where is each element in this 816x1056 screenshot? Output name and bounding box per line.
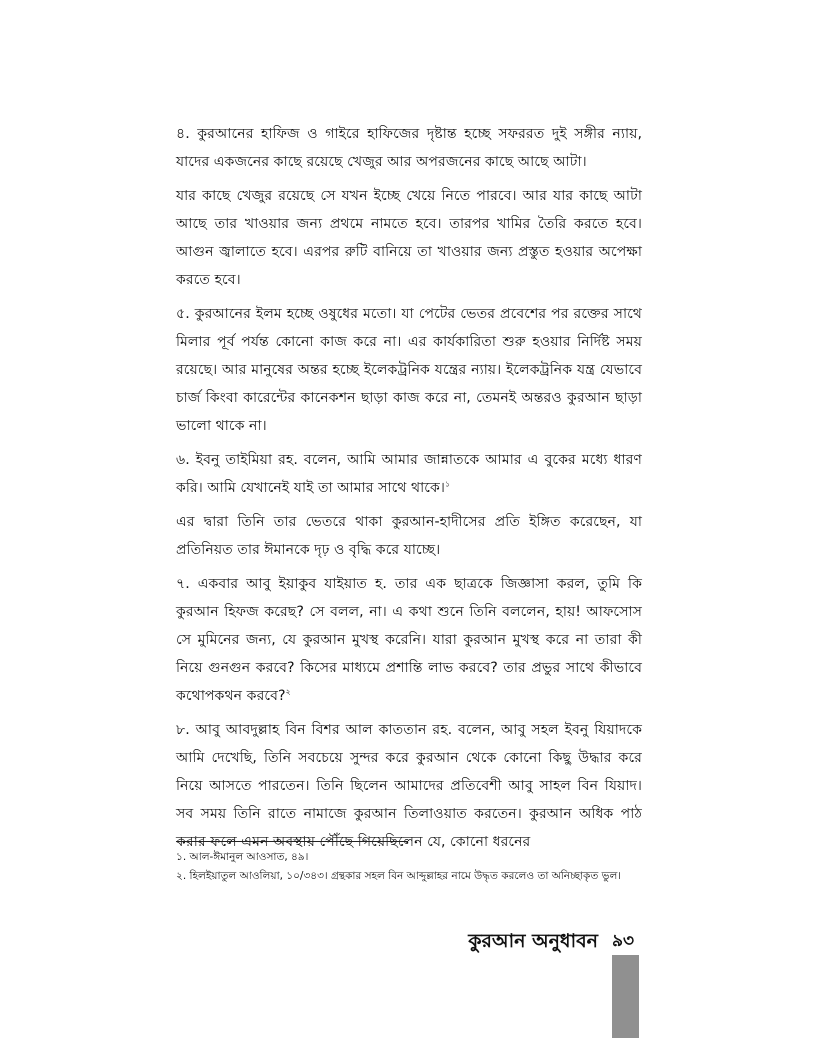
page-edge-bar (612, 955, 639, 1038)
running-footer-title: কুরআন অনুধাবন (468, 930, 598, 952)
paragraph-text: এর দ্বারা তিনি তার ভেতরে থাকা কুরআন-হাদীসের প্রতি ইঙ্গিত করেছেন, যা প্রতিনিয়ত তার ঈমানকে দৃঢ় ও বৃদ্ধি করে যাচ্ছে। (176, 514, 642, 558)
paragraph-text: ৮. আবু আবদুল্লাহ বিন বিশর আল কাততান রহ. বলেন, আবু সহল ইবনু যিয়াদকে আমি দেখেছি, তিনি সবচেয়ে সুন্দর করে কুরআন থেকে কোনো কিছু উদ্ধার করে নিয়ে আসতে পারতেন। তিনি ছিলেন আমাদের প্রতিবেশী আবু সাহল বিন যিয়াদ। সব সময় তিনি রাতে নামাজে কুরআন তিলাওয়াত করতেন। কুরআন অধিক পাঠ করার ফলে এমন অবস্থায় পৌঁছে গিয়েছিলেন যে, কোনো ধরনের (176, 722, 642, 850)
paragraph (176, 300, 642, 440)
page-body (176, 120, 642, 862)
paragraph (176, 120, 642, 176)
paragraph (176, 716, 642, 856)
paragraph-text: ৪. কুরআনের হাফিজ ও গাইরে হাফিজের দৃষ্টান্ত হচ্ছে সফররত দুই সঙ্গীর ন্যায়, যাদের একজনের কাছে রয়েছে খেজুর আর অপরজনের কাছে আছে আটা। (176, 126, 642, 170)
footnote: ১. আল-ঈমানুল আওসাত, ৪৯। (176, 851, 309, 863)
footnote-ref[interactable]: ২ (285, 687, 291, 697)
paragraph-text: ৫. কুরআনের ইলম হচ্ছে ওষুধের মতো। যা পেটের ভেতর প্রবেশের পর রক্তের সাথে মিলার পূর্ব পর্যন্ত কোনো কাজ করে না। এর কার্যকারিতা শুরু হওয়ার নির্দিষ্ট সময় রয়েছে। আর মানুষের অন্তর হচ্ছে ইলেকট্রনিক যন্ত্রের ন্যায়। ইলেকট্রনিক যন্ত্র যেভাবে চার্জ কিংবা কারেন্টের কানেকশন ছাড়া কাজ করে না, তেমনই অন্তরও কুরআন ছাড়া ভালো থাকে না। (176, 306, 642, 434)
footnotes (176, 848, 642, 886)
footnote: ২. হিলইয়াতুল আওলিয়া, ১০/৩৪৩। গ্রন্থকার সহল বিন আব্দুল্লাহর নামে উদ্ধৃত করলেও তা অনিচ্ছাকৃত ভুল। (176, 870, 622, 882)
paragraph (176, 446, 642, 502)
page-number: ৯৩ (612, 931, 635, 951)
footnote-divider (176, 841, 408, 842)
paragraph-text: ৭. একবার আবু ইয়াকুব যাইয়াত হ. তার এক ছাত্রকে জিজ্ঞাসা করল, তুমি কি কুরআন হিফজ করেছ? সে বলল, না। এ কথা শুনে তিনি বললেন, হায়! আফসোস সে মুমিনের জন্য, যে কুরআন মুখস্থ করেনি। যারা কুরআন মুখস্থ করে না তারা কী নিয়ে গুনগুন করবে? কিসের মাধ্যমে প্রশান্তি লাভ করবে? তার প্রভুর সাথে কীভাবে কথোপকথন করবে? (176, 576, 642, 704)
paragraph-text: যার কাছে খেজুর রয়েছে সে যখন ইচ্ছে খেয়ে নিতে পারবে। আর যার কাছে আটা আছে তার খাওয়ার জন্য প্রথমে নামতে হবে। তারপর খামির তৈরি করতে হবে। আগুন জ্বালাতে হবে। এরপর রুটি বানিয়ে তা খাওয়ার জন্য প্রস্তুত হওয়ার অপেক্ষা করতে হবে। (176, 188, 642, 288)
footnote-ref[interactable]: ১ (444, 479, 451, 489)
paragraph (176, 182, 642, 294)
paragraph-text: ৬. ইবনু তাইমিয়া রহ. বলেন, আমি আমার জান্নাতকে আমার এ বুকের মধ্যে ধারণ করি। আমি যেখানেই যাই তা আমার সাথে থাকে। (176, 452, 642, 496)
paragraph (176, 508, 642, 564)
paragraph (176, 570, 642, 710)
